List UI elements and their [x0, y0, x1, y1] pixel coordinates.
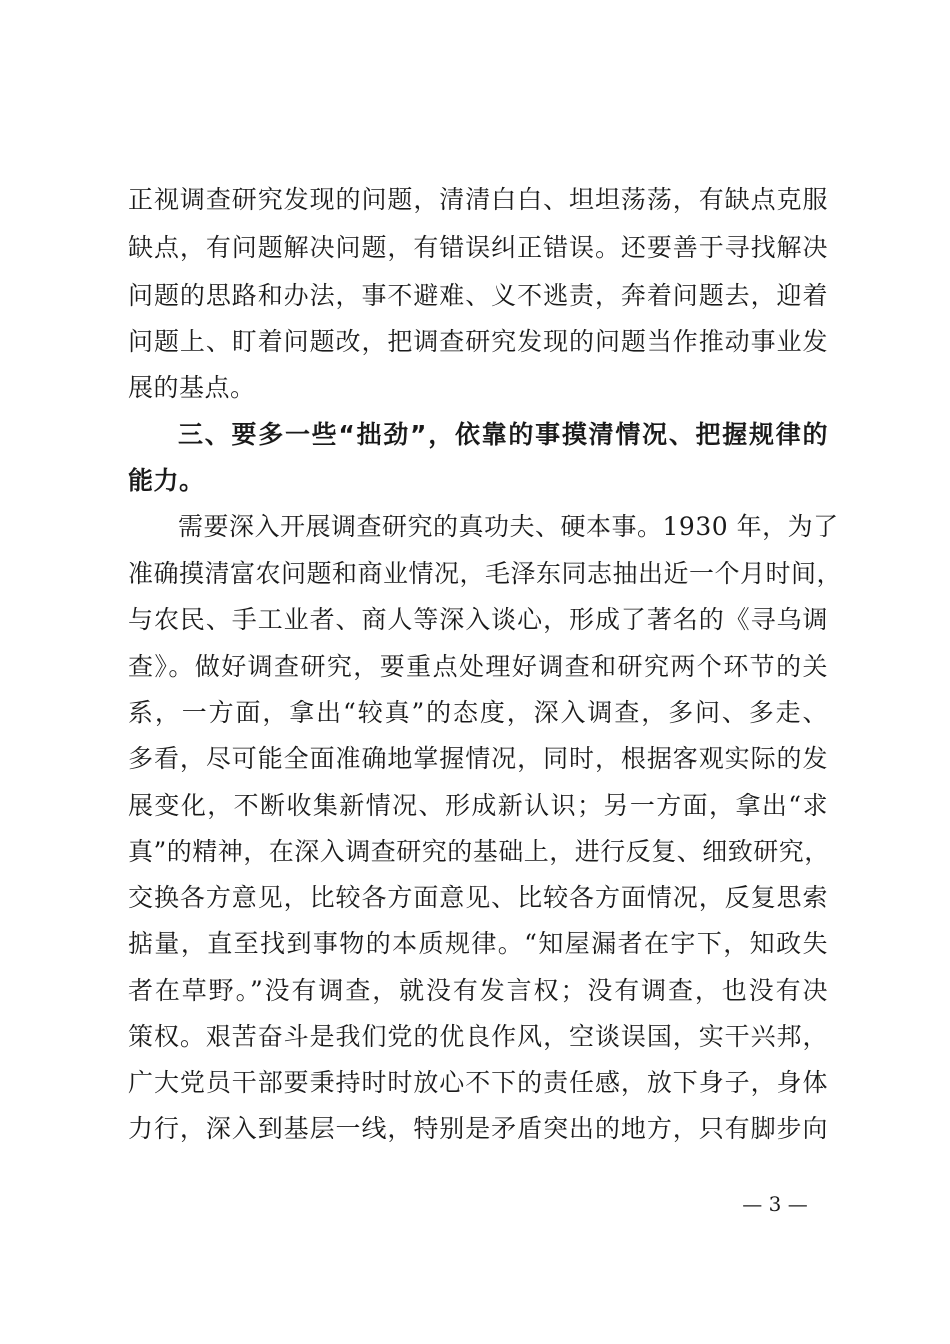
paragraph-line: 问题上、盯着问题改，把调查研究发现的问题当作推动事业发 — [128, 327, 828, 356]
paragraph-line: 正视调查研究发现的问题，清清白白、坦坦荡荡，有缺点克服 — [128, 185, 828, 214]
paragraph-line: 掂量，直至找到事物的本质规律。“知屋漏者在宇下，知政失 — [128, 929, 828, 958]
paragraph-line: 需要深入开展调查研究的真功夫、硬本事。1930 年，为了 — [178, 512, 839, 541]
paragraph-line: 广大党员干部要秉持时时放心不下的责任感，放下身子，身体 — [128, 1068, 828, 1097]
paragraph-line: 真”的精神，在深入调查研究的基础上，进行反复、细致研究， — [128, 837, 830, 866]
paragraph-line: 展的基点。 — [128, 373, 256, 402]
page-number: — 3 — — [742, 1192, 808, 1216]
paragraph-line: 问题的思路和办法，事不避难、义不逃责，奔着问题去，迎着 — [128, 281, 828, 310]
paragraph-line: 缺点，有问题解决问题，有错误纠正错误。还要善于寻找解决 — [128, 233, 828, 262]
paragraph-line: 力行，深入到基层一线，特别是矛盾突出的地方，只有脚步向 — [128, 1114, 828, 1143]
paragraph-line: 交换各方意见，比较各方面意见、比较各方面情况，反复思索 — [128, 883, 828, 912]
paragraph-line: 展变化，不断收集新情况、形成新认识；另一方面，拿出“求 — [128, 791, 828, 820]
paragraph-line: 策权。艰苦奋斗是我们党的优良作风，空谈误国，实干兴邦， — [128, 1022, 828, 1051]
paragraph-line: 查》。做好调查研究，要重点处理好调查和研究两个环节的关 — [128, 652, 828, 681]
paragraph-line: 多看，尽可能全面准确地掌握情况，同时，根据客观实际的发 — [128, 744, 828, 773]
section-heading-line: 能力。 — [128, 466, 205, 495]
paragraph-line: 者在草野。”没有调查，就没有发言权；没有调查，也没有决 — [128, 976, 828, 1005]
section-heading-line: 三、要多一些“拙劲”，依靠的事摸清情况、把握规律的 — [178, 420, 828, 449]
paragraph-line: 系，一方面，拿出“较真”的态度，深入调查，多问、多走、 — [128, 698, 828, 727]
paragraph-line: 准确摸清富农问题和商业情况，毛泽东同志抽出近一个月时间， — [128, 559, 843, 588]
paragraph-line: 与农民、手工业者、商人等深入谈心，形成了著名的《寻乌调 — [128, 605, 828, 634]
